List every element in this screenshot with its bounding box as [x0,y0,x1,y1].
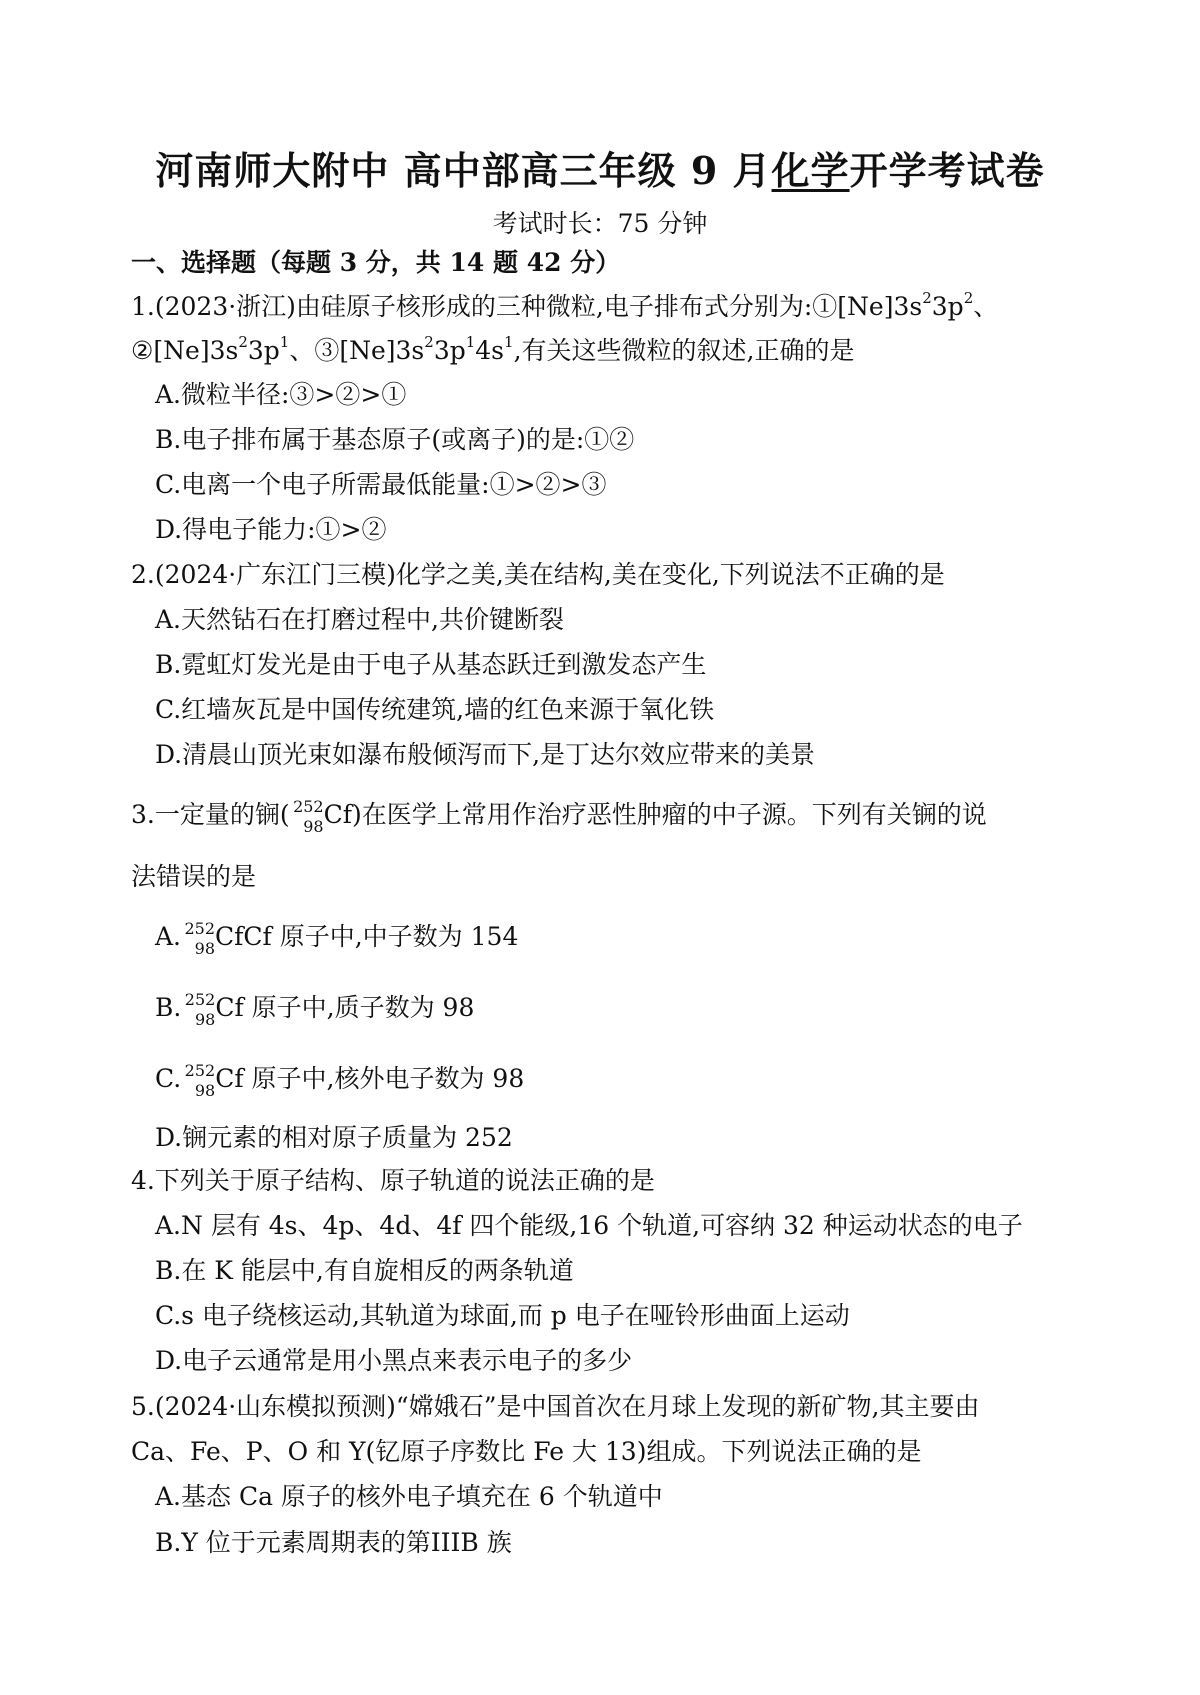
question-4-option-c: C.s 电子绕核运动,其轨道为球面,而 p 电子在哑铃形曲面上运动 [155,1301,850,1330]
question-1-stem: 1.(2023·浙江)由硅原子核形成的三种微粒,电子排布式分别为$:①[Ne]3s^23p^2$、 [131,289,999,321]
question-2-option-c: C.红墙灰瓦是中国传统建筑,墙的红色来源于氧化铁 [155,695,715,724]
question-3-option-c: C. 252 98 Cf 原子中,核外电子数为 98 [155,1061,525,1100]
question-2-option-d: D.清晨山顶光束如瀑布般倾泻而下,是丁达尔效应带来的美景 [155,740,816,769]
question-4-option-a: A.N 层有 4s、4p、4d、4f 四个能级,16 个轨道,可容纳 32 种运动状态的电子 [155,1211,1023,1240]
question-4-stem: 4.下列关于原子结构、原子轨道的说法正确的是 [131,1166,655,1195]
isotope-notation: 252 98 [293,797,324,836]
question-2-option-b: B.霓虹灯发光是由于电子从基态跃迁到激发态产生 [155,650,707,679]
question-1-stem-line2: $②[Ne]3s^23p^1$、$③[Ne]3s^23p^14s^1$,有关这些微粒的叙述,正确的是 [131,333,855,365]
exam-duration: 考试时长：75 分钟 [492,209,708,238]
section-heading: 一、选择题（每题 3 分，共 14 题 42 分） [131,248,621,277]
question-4-option-b: B.在 K 能层中,有自旋相反的两条轨道 [155,1256,574,1285]
question-1-option-d: D.得电子能力:①>② [155,515,387,544]
question-5-stem-line2: Ca、Fe、P、O 和 Y(钇原子序数比 Fe 大 13)组成。下列说法正确的是 [131,1437,922,1466]
title-subject: 化学 [771,148,850,193]
question-2-stem: 2.(2024·广东江门三模)化学之美,美在结构,美在变化,下列说法不正确的是 [131,560,945,589]
question-5-option-b: B.Y 位于元素周期表的第IIIB 族 [155,1528,512,1557]
question-4-option-d: D.电子云通常是用小黑点来表示电子的多少 [155,1346,633,1375]
isotope-notation: 252 98 [184,1061,216,1100]
question-1-option-a: A.微粒半径:③>②>① [155,380,407,409]
question-2-option-a: A.天然钻石在打磨过程中,共价键断裂 [155,605,564,634]
question-3-option-d: D.锎元素的相对原子质量为 252 [155,1123,513,1152]
question-3-stem-line2: 法错误的是 [131,862,257,891]
question-5-stem: 5.(2024·山东模拟预测)“嫦娥石”是中国首次在月球上发现的新矿物,其主要由 [131,1392,980,1421]
question-3-option-b: B. 252 98 Cf 原子中,质子数为 98 [155,990,475,1029]
page-title [0,140,1200,195]
isotope-notation: 252 98 [184,990,216,1029]
title-text: 河南师大附中 高中部高三年级 9 月 [155,148,772,193]
question-3-stem: 3.一定量的锎( 252 98 Cf)在医学上常用作治疗恶性肿瘤的中子源。下列有关锎的说 [131,797,987,836]
question-1-option-c: C.电离一个电子所需最低能量:①>②>③ [155,470,607,499]
question-5-option-a: A.基态 Ca 原子的核外电子填充在 6 个轨道中 [155,1482,663,1511]
isotope-notation: 252 98 [184,919,216,958]
question-1-option-b: B.电子排布属于基态原子(或离子)的是:①② [155,425,635,454]
title-suffix: 开学考试卷 [849,148,1045,193]
question-3-option-a: A. 252 98 CfCf 原子中,中子数为 154 [155,919,519,958]
